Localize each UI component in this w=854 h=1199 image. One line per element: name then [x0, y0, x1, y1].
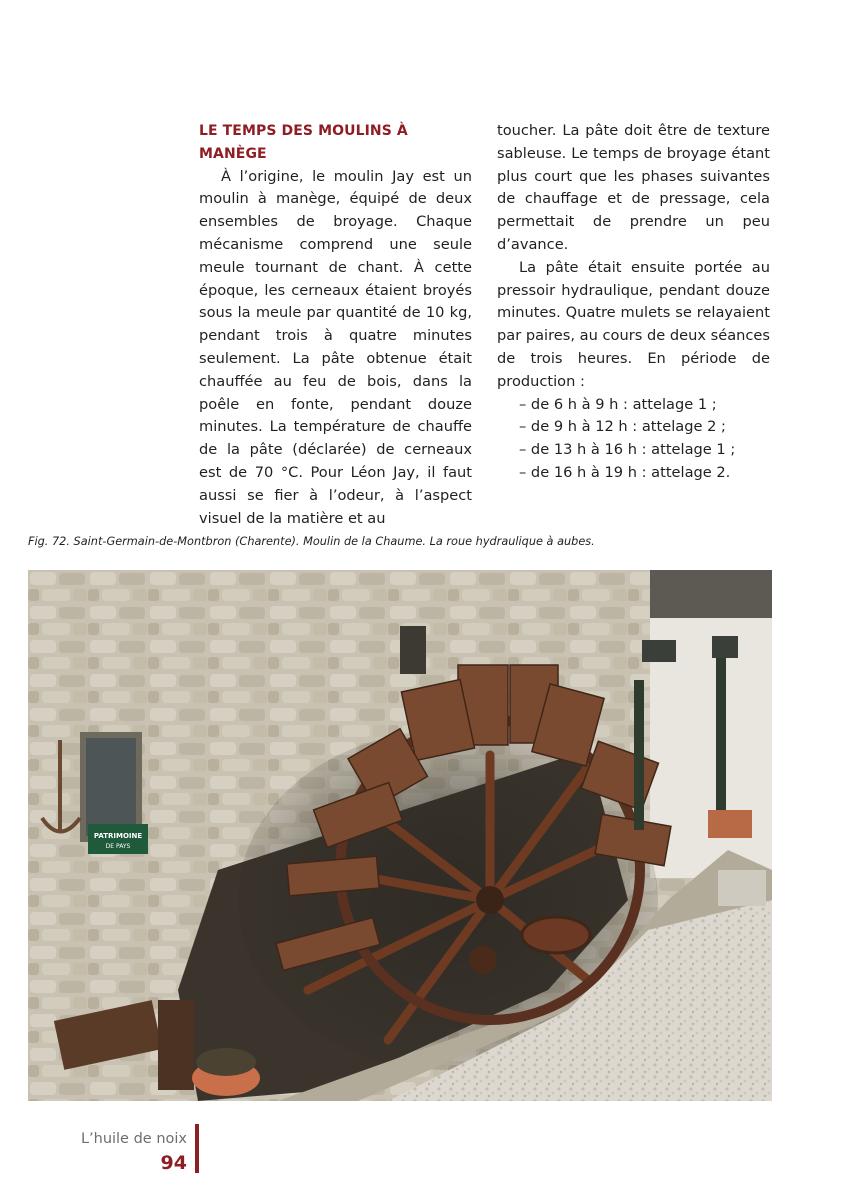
list-item: – de 6 h à 9 h : attelage 1 ; [519, 395, 717, 413]
figure-photo [28, 570, 772, 1101]
list-item: – de 16 h à 19 h : attelage 2. [519, 463, 731, 481]
paragraph: toucher. La pâte doit être de texture sableuse. Le temps de broyage étant plus court que les phases suivantes de chauffage et de pressage, cela permettait de prendre un peu d’avance. [497, 122, 770, 253]
list-item: – de 9 h à 12 h : attelage 2 ; [519, 418, 726, 436]
section-heading: LE TEMPS DES MOULINS À MANÈGE [199, 123, 408, 162]
schedule-list [497, 394, 770, 485]
paragraph: La pâte était ensuite portée au pressoir hydraulique, pendant douze minutes. Quatre mulets se relayaient par paires, au cours de deux séances de trois heures. En période de production : [497, 258, 770, 390]
text-column-left [199, 120, 472, 530]
footer-divider [195, 1124, 199, 1173]
water-wheel-photo [28, 570, 772, 1101]
list-item: – de 13 h à 16 h : attelage 1 ; [519, 441, 736, 459]
paragraph: À l’origine, le moulin Jay est un moulin à manège, équipé de deux ensembles de broyage. Chaque mécanisme comprend une seule meule tournant de chant. À cette époque, les cerneaux étaient broyés sous la meule par quantité de 10 kg, pendant trois à quatre minutes seulement. La pâte obtenue était chauffée au feu de bois, dans la poêle en fonte, pendant douze minutes. La température de chauffe de la pâte (déclarée) de cerneaux est de 70 °C. Pour Léon Jay, il faut aussi se fier à l’odeur, à l’aspect visuel de la matière et au [199, 167, 472, 527]
text-column-right [497, 120, 770, 485]
figure-caption: Fig. 72. Saint-Germain-de-Montbron (Charente). Moulin de la Chaume. La roue hydraulique à aubes. [28, 535, 595, 548]
sign-text: DE PAYS [105, 843, 131, 850]
page-number: 94 [160, 1152, 187, 1174]
running-footer-title: L’huile de noix [80, 1131, 187, 1147]
sign-text: PATRIMOINE [93, 832, 143, 840]
